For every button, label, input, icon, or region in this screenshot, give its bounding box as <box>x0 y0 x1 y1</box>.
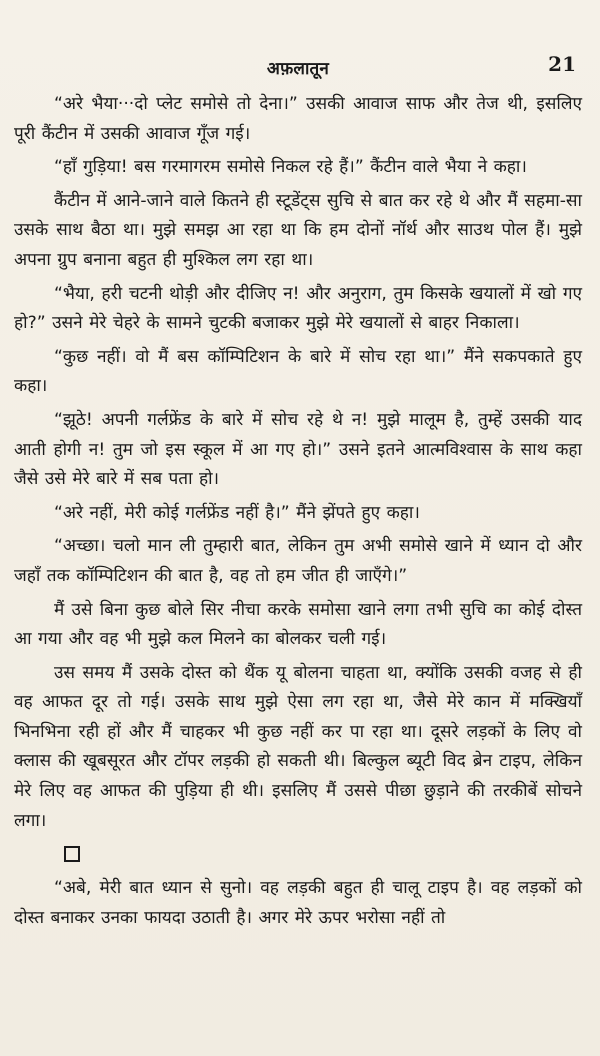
paragraph: मैं उसे बिना कुछ बोले सिर नीचा करके समोसा खाने लगा तभी सुचि का कोई दोस्त आ गया और वह भी मुझे कल मिलने का बोलकर चली गई। <box>14 599 582 650</box>
running-title: अफ़लातून <box>266 59 330 79</box>
paragraph: “झूठे! अपनी गर्लफ्रेंड के बारे में सोच रहे थे न! मुझे मालूम है, तुम्हें उसकी याद आती होगी न! तुम जो इस स्कूल में आ गए हो।” उसने इतने आत्मविश्वास के साथ कहा जैसे उसे मेरे बारे में सब पता हो। <box>14 409 582 490</box>
paragraph: “भैया, हरी चटनी थोड़ी और दीजिए न! और अनुराग, तुम किसके खयालों में खो गए हो?” उसने मेरे चेहरे के सामने चुटकी बजाकर मुझे मेरे खयालों से बाहर निकाला। <box>14 283 582 334</box>
paragraph: “अबे, मेरी बात ध्यान से सुनो। वह लड़की बहुत ही चालू टाइप है। वह लड़कों को दोस्त बनाकर उनका फायदा उठाती है। अगर मेरे ऊपर भरोसा नहीं तो <box>14 878 582 928</box>
paragraph: “हाँ गुड़िया! बस गरमागरम समोसे निकल रहे हैं।” कैंटीन वाले भैया ने कहा। <box>54 157 527 178</box>
paragraph: कैंटीन में आने-जाने वाले कितने ही स्टूडेंट्स सुचि से बात कर रहे थे और मैं सहमा-सा उसके साथ बैठा था। मुझे समझ आ रहा था कि हम दोनों नॉर्थ और साउथ पोल हैं। मुझे अपना ग्रुप बनाना बहुत ही मुश्किल लग रहा था। <box>14 190 582 270</box>
paragraph: “कुछ नहीं। वो मैं बस कॉम्पिटिशन के बारे में सोच रहा था।” मैंने सकपकाते हुए कहा। <box>14 346 582 397</box>
paragraph: “अच्छा। चलो मान ली तुम्हारी बात, लेकिन तुम अभी समोसे खाने में ध्यान दो और जहाँ तक कॉम्पिटिशन की बात है, वह तो हम जीत ही जाएँगे।” <box>14 536 582 586</box>
body-text <box>14 90 582 933</box>
page-number: 21 <box>548 52 576 76</box>
section-break-square-icon <box>64 846 80 862</box>
paragraph: उस समय मैं उसके दोस्त को थैंक यू बोलना चाहता था, क्योंकि उसकी वजह से ही वह आफत दूर तो गई। उसके साथ मुझे ऐसा लग रहा था, जैसे मेरे कान में मक्खियाँ भिनभिना रही हों और मैं चाहकर भी कुछ नहीं कर पा रहा था। दूसरे लड़कों के लिए वो क्लास की खूबसूरत और टॉपर लड़की हो सकती थी। बिल्कुल ब्यूटी विद ब्रेन टाइप, लेकिन मेरे लिए वह आफत की पुड़िया ही थी। इसलिए मैं उससे पीछा छुड़ाने की तरकीबें सोचने लगा। <box>14 662 582 831</box>
running-header <box>14 52 582 86</box>
paragraph: “अरे भैया···दो प्लेट समोसे तो देना।” उसकी आवाज साफ और तेज थी, इसलिए पूरी कैंटीन में उसकी आवाज गूँज गई। <box>14 94 582 144</box>
paragraph: “अरे नहीं, मेरी कोई गर्लफ्रेंड नहीं है।” मैंने झेंपते हुए कहा। <box>54 502 420 523</box>
